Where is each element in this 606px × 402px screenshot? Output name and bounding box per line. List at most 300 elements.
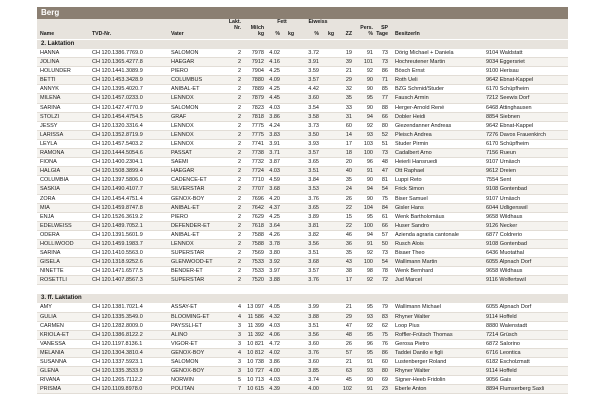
cell-pers: 92 xyxy=(366,277,373,284)
cell-zz: 21 xyxy=(345,359,352,365)
section-rows xyxy=(37,49,568,285)
cell-sp: 51 xyxy=(381,140,388,147)
cell-tvd: CH 120.1490.4107.7 xyxy=(92,186,143,193)
cell-eiweiss-percent: 3.76 xyxy=(308,349,319,356)
table-row xyxy=(37,131,568,140)
cell-name: ROSETTLI xyxy=(40,277,67,284)
table-row xyxy=(37,213,568,222)
cell-zz: 29 xyxy=(345,77,352,84)
cell-pers: 100 xyxy=(363,150,373,157)
table-row xyxy=(37,49,568,58)
cell-besitzer: Biser Samuel xyxy=(395,195,428,202)
table-row xyxy=(37,113,568,122)
cell-sp: 61 xyxy=(381,213,388,220)
cell-fett-percent: 4.03 xyxy=(269,104,280,111)
cell-name: COLUMBIA xyxy=(40,177,69,184)
cell-ort: 8880 Walenstadt xyxy=(486,322,528,329)
cell-fett-percent: 4.59 xyxy=(269,177,280,184)
cell-milch: 13 097 xyxy=(247,304,264,311)
cell-milch: 10 713 xyxy=(247,377,264,384)
cell-ort: 9642 Ebnat-Kappel xyxy=(486,77,534,84)
cell-name: LEYLA xyxy=(40,140,58,147)
cell-sp: 66 xyxy=(381,222,388,229)
cell-zz: 36 xyxy=(345,240,352,247)
cell-lakt: 2 xyxy=(237,168,241,175)
cell-tvd: CH 120.1265.7112.2 xyxy=(92,377,143,384)
cell-sp: 72 xyxy=(381,277,388,284)
cell-sp: 66 xyxy=(381,113,388,120)
cell-pers: 90 xyxy=(366,195,373,202)
table-body xyxy=(37,39,568,394)
cell-fett-percent: 4.25 xyxy=(269,86,280,93)
cell-zz: 46 xyxy=(345,231,352,238)
cell-fett-percent: 4.24 xyxy=(269,122,280,129)
header-milch-unit: kg xyxy=(257,31,264,37)
table-row xyxy=(37,85,568,94)
cell-lakt: 2 xyxy=(237,213,241,220)
cell-eiweiss-percent: 3.74 xyxy=(308,377,319,384)
cell-vater: COLUMBUS xyxy=(171,77,203,84)
cell-besitzer: Signer-Heeb Fridolin xyxy=(395,377,446,384)
cell-fett-percent: 3.68 xyxy=(269,186,280,193)
cell-fett-percent: 3.71 xyxy=(269,150,280,157)
cell-fett-percent: 4.72 xyxy=(269,340,280,347)
table-row xyxy=(37,358,568,367)
cell-pers: 95 xyxy=(366,304,373,311)
cell-sp: 57 xyxy=(381,231,388,238)
cell-pers: 92 xyxy=(366,68,373,75)
cell-lakt: 2 xyxy=(237,204,241,211)
cell-milch: 7978 xyxy=(251,50,264,56)
table-row xyxy=(37,322,568,331)
cell-milch: 11 392 xyxy=(247,331,264,338)
cell-vater: PASSAT xyxy=(171,150,192,157)
cell-lakt: 2 xyxy=(237,159,241,166)
cell-eiweiss-percent: 3.76 xyxy=(308,277,319,284)
cell-tvd: CH 120.1489.7052.1 xyxy=(92,222,143,229)
cell-milch: 11 586 xyxy=(247,313,264,320)
table-row xyxy=(37,94,568,103)
cell-name: HANNA xyxy=(40,50,60,56)
cell-name: ANNYK xyxy=(40,86,59,93)
cell-besitzer: Gisler Hans xyxy=(395,204,424,211)
header-eiweiss-kg: kg xyxy=(327,31,334,37)
cell-besitzer: Wallimann Martin xyxy=(395,259,438,266)
cell-fett-percent: 4.09 xyxy=(269,77,280,84)
cell-eiweiss-percent: 3.53 xyxy=(308,186,319,193)
cell-sp: 73 xyxy=(381,59,388,66)
cell-besitzer: Pleisch Andrea xyxy=(395,131,432,138)
cell-vater: SAEMI xyxy=(171,159,189,166)
cell-name: GISELA xyxy=(40,259,60,266)
cell-name: HOLLIWOOD xyxy=(40,240,74,247)
cell-pers: 93 xyxy=(366,131,373,138)
cell-besitzer: Dörig Michael + Daniela xyxy=(395,50,454,56)
header-lakt-unit: Nr. xyxy=(234,25,241,31)
cell-lakt: 2 xyxy=(237,250,241,257)
cell-name: SASKIA xyxy=(40,186,60,193)
cell-zz: 17 xyxy=(345,277,352,284)
cell-lakt: 4 xyxy=(237,313,241,320)
cell-sp: 84 xyxy=(381,204,388,211)
cell-ort: 9642 Ebnat-Kappel xyxy=(486,122,534,129)
cell-pers: 92 xyxy=(366,122,373,129)
cell-zz: 26 xyxy=(345,340,352,347)
cell-vater: PIERO xyxy=(171,213,189,220)
cell-name: HOLUNDER xyxy=(40,68,71,75)
cell-lakt: 2 xyxy=(237,259,241,266)
table-row xyxy=(37,149,568,158)
cell-milch: 7629 xyxy=(251,213,264,220)
cell-sp: 77 xyxy=(381,95,388,102)
cell-pers: 98 xyxy=(366,268,373,275)
cell-milch: 10 615 xyxy=(247,386,264,393)
cell-lakt: 2 xyxy=(237,268,241,275)
cell-sp: 73 xyxy=(381,150,388,157)
cell-besitzer: Herger-Arnold René xyxy=(395,104,445,111)
table-row xyxy=(37,276,568,285)
cell-pers: 91 xyxy=(366,386,373,393)
cell-besitzer: Azienda agraria cantonale xyxy=(395,231,459,238)
cell-vater: GENOX-BOY xyxy=(171,349,205,356)
cell-zz: 14 xyxy=(345,131,352,138)
cell-sp: 69 xyxy=(381,377,388,384)
cell-tvd: CH 120.1453.3428.9 xyxy=(92,77,143,84)
cell-milch: 11 399 xyxy=(247,322,264,329)
cell-vater: ANIBAL-ET xyxy=(171,231,200,238)
cell-milch: 7738 xyxy=(251,150,264,157)
cell-name: ENJA xyxy=(40,213,55,220)
cell-eiweiss-percent: 3.57 xyxy=(308,150,319,157)
cell-sp: 23 xyxy=(381,386,388,393)
cell-zz: 18 xyxy=(345,150,352,157)
cell-tvd: CH 120.1352.8719.9 xyxy=(92,131,143,138)
cell-besitzer: Eberle Anton xyxy=(395,386,427,393)
cell-sp: 52 xyxy=(381,131,388,138)
cell-vater: GENOX-BOY xyxy=(171,368,205,375)
cell-sp: 80 xyxy=(381,368,388,375)
cell-name: BETTI xyxy=(40,77,56,84)
cell-tvd: CH 120.1320.3316.4 xyxy=(92,122,143,129)
cell-milch: 7707 xyxy=(251,186,264,193)
cell-pers: 94 xyxy=(366,113,373,120)
table-row xyxy=(37,249,568,258)
cell-besitzer: Wallimann Michael xyxy=(395,304,441,311)
cell-milch: 7732 xyxy=(251,159,264,166)
cell-eiweiss-percent: 4.42 xyxy=(308,86,319,93)
cell-besitzer: Taddei Danilo e figli xyxy=(395,349,443,356)
cell-sp: 71 xyxy=(381,77,388,84)
cell-zz: 33 xyxy=(345,104,352,111)
cell-tvd: CH 120.1444.5054.6 xyxy=(92,150,143,157)
cell-zz: 40 xyxy=(345,168,352,175)
cell-ort: 6170 Schüpfheim xyxy=(486,86,529,93)
cell-vater: ALINO xyxy=(171,331,188,338)
cell-tvd: CH 120.1335.3533.9 xyxy=(92,368,143,375)
cell-name: RIVANA xyxy=(40,377,61,384)
cell-lakt: 2 xyxy=(237,150,241,157)
cell-vater: PAYSSLI-ET xyxy=(171,322,202,329)
cell-zz: 48 xyxy=(345,331,352,338)
cell-vater: SUPERSTAR xyxy=(171,277,205,284)
cell-fett-percent: 4.05 xyxy=(269,304,280,311)
cell-eiweiss-percent: 3.54 xyxy=(308,104,319,111)
cell-lakt: 2 xyxy=(237,177,241,184)
cell-tvd: CH 120.1508.3899.4 xyxy=(92,168,143,175)
cell-name: CARMEN xyxy=(40,322,64,329)
cell-ort: 8894 Flumserberg Saxli xyxy=(486,386,545,393)
cell-zz: 22 xyxy=(345,222,352,229)
cell-lakt: 7 xyxy=(237,386,241,393)
cell-tvd: CH 120.1459.1983.7 xyxy=(92,240,143,247)
cell-ort: 7156 Rueun xyxy=(486,150,516,157)
cell-vater: SILVERSTAR xyxy=(171,186,205,193)
cell-name: PRISMA xyxy=(40,386,62,393)
header-eiweiss-percent: % xyxy=(314,31,319,37)
cell-ort: 6468 Attinghausen xyxy=(486,104,532,111)
cell-lakt: 5 xyxy=(237,377,241,384)
cell-tvd: CH 120.1410.5563.0 xyxy=(92,250,143,257)
cell-name: HALGIA xyxy=(40,168,61,175)
cell-name: NINETTE xyxy=(40,268,64,275)
cell-ort: 9104 Waldstatt xyxy=(486,50,523,56)
cell-tvd: CH 120.1386.8122.2 xyxy=(92,331,143,338)
cell-vater: ANIBAL-ET xyxy=(171,86,200,93)
cell-besitzer: Wenk Bartholomäus xyxy=(395,213,445,220)
cell-besitzer: Rhyner Walter xyxy=(395,368,430,375)
cell-zz: 24 xyxy=(345,186,352,193)
cell-vater: HAEGAR xyxy=(171,59,195,66)
header-name: Name xyxy=(40,31,55,37)
cell-besitzer: Bisaer Theo xyxy=(395,250,425,257)
cell-lakt: 4 xyxy=(237,349,241,356)
cell-fett-percent: 3.92 xyxy=(269,259,280,266)
cell-milch: 10 727 xyxy=(247,368,264,375)
cell-pers: 96 xyxy=(366,159,373,166)
cell-vater: SALOMON xyxy=(171,104,199,111)
cell-vater: LENNOX xyxy=(171,240,194,247)
table-row xyxy=(37,195,568,204)
cell-pers: 91 xyxy=(366,359,373,365)
table-row xyxy=(37,349,568,358)
cell-name: KRIOLA-ET xyxy=(40,331,70,338)
cell-name: SARINA xyxy=(40,104,61,111)
table-row xyxy=(37,158,568,167)
cell-tvd: CH 120.1337.5923.1 xyxy=(92,359,143,365)
cell-sp: 76 xyxy=(381,340,388,347)
cell-besitzer: Fausch Armin xyxy=(395,95,429,102)
cell-eiweiss-percent: 3.57 xyxy=(308,77,319,84)
cell-name: MIA xyxy=(40,204,50,211)
cell-besitzer: Cadalbert Arno xyxy=(395,150,432,157)
table-row xyxy=(37,303,568,312)
cell-tvd: CH 120.1397.5806.0 xyxy=(92,177,143,184)
cell-fett-percent: 3.91 xyxy=(269,140,280,147)
cell-besitzer: Dobler Heidi xyxy=(395,113,426,120)
cell-zz: 31 xyxy=(345,113,352,120)
table-row xyxy=(37,67,568,76)
cell-vater: ASSAY-ET xyxy=(171,304,198,311)
cell-ort: 9116 Wolfertswil xyxy=(486,277,526,284)
cell-sp: 73 xyxy=(381,50,388,56)
cell-besitzer: Lustenberger Roland xyxy=(395,359,447,365)
cell-eiweiss-percent: 3.93 xyxy=(308,140,319,147)
cell-lakt: 3 xyxy=(237,340,241,347)
cell-lakt: 3 xyxy=(237,322,241,329)
cell-milch: 7741 xyxy=(251,140,264,147)
cell-ort: 9658 Wildhaus xyxy=(486,213,523,220)
cell-name: FIONA xyxy=(40,159,57,166)
cell-milch: 7823 xyxy=(251,104,264,111)
cell-fett-percent: 4.20 xyxy=(269,195,280,202)
cell-sp: 85 xyxy=(381,86,388,93)
cell-tvd: CH 120.1318.9252.6 xyxy=(92,259,143,266)
cell-sp: 86 xyxy=(381,68,388,75)
cell-vater: BLOOMING-ET xyxy=(171,313,210,320)
cell-tvd: CH 120.1454.4751.4 xyxy=(92,195,143,202)
cell-pers: 96 xyxy=(366,340,373,347)
cell-ort: 6044 Udligenswil xyxy=(486,204,528,211)
cell-name: JOLINA xyxy=(40,59,60,66)
cell-besitzer: Huser Sandro xyxy=(395,222,429,229)
cell-fett-percent: 4.25 xyxy=(269,213,280,220)
cell-pers: 90 xyxy=(366,177,373,184)
cell-eiweiss-percent: 3.60 xyxy=(308,340,319,347)
table-row xyxy=(37,376,568,385)
cell-fett-percent: 3.80 xyxy=(269,250,280,257)
cell-lakt: 3 xyxy=(237,368,241,375)
section-header: 2. Laktation xyxy=(37,39,568,49)
cell-milch: 7588 xyxy=(251,231,264,238)
cell-ort: 7214 Grüsch xyxy=(486,331,518,338)
cell-ort: 8854 Siebnen xyxy=(486,113,520,120)
cell-vater: SALOMON xyxy=(171,50,199,56)
cell-milch: 7642 xyxy=(251,204,264,211)
cell-tvd: CH 120.1381.7021.4 xyxy=(92,304,143,311)
cell-fett-percent: 3.87 xyxy=(269,159,280,166)
cell-lakt: 3 xyxy=(237,359,241,365)
cell-eiweiss-percent: 3.60 xyxy=(308,95,319,102)
header-fett-percent: % xyxy=(275,31,280,37)
cell-eiweiss-percent: 3.88 xyxy=(308,313,319,320)
cell-zz: 45 xyxy=(345,377,352,384)
cell-ort: 9107 Urnäsch xyxy=(486,159,521,166)
cell-name: GULIA xyxy=(40,313,57,320)
cell-name: MELANIA xyxy=(40,349,65,356)
cell-milch: 7775 xyxy=(251,122,264,129)
cell-milch: 7775 xyxy=(251,131,264,138)
cell-name: SARINA xyxy=(40,250,61,257)
header-milch: Milch xyxy=(250,25,264,31)
cell-pers: 93 xyxy=(366,368,373,375)
cell-eiweiss-percent: 3.51 xyxy=(308,322,319,329)
cell-sp: 81 xyxy=(381,177,388,184)
header-sp-unit: Tage xyxy=(376,31,388,37)
header-zz: ZZ xyxy=(345,31,352,37)
cell-pers: 95 xyxy=(366,213,373,220)
cell-vater: GRAF xyxy=(171,113,187,120)
cell-fett-percent: 4.03 xyxy=(269,377,280,384)
cell-ort: 9126 Necker xyxy=(486,222,518,229)
cell-name: SUSANNA xyxy=(40,359,67,365)
cell-fett-percent: 4.03 xyxy=(269,322,280,329)
cell-besitzer: Giezendanner Andreas xyxy=(395,122,452,129)
cell-fett-percent: 4.02 xyxy=(269,349,280,356)
cell-pers: 94 xyxy=(366,186,373,193)
cell-ort: 7554 Sent xyxy=(486,177,512,184)
cell-zz: 60 xyxy=(345,122,352,129)
header-eiweiss: Eiweiss xyxy=(308,19,328,25)
cell-besitzer: Ott Raphael xyxy=(395,168,425,175)
cell-milch: 10 812 xyxy=(247,349,264,356)
cell-zz: 21 xyxy=(345,304,352,311)
cell-milch: 10 821 xyxy=(247,340,264,347)
cell-eiweiss-percent: 3.91 xyxy=(308,59,319,66)
header-fett-kg: kg xyxy=(287,31,294,37)
table-row xyxy=(37,204,568,213)
cell-eiweiss-percent: 3.50 xyxy=(308,131,319,138)
cell-ort: 9114 Hoffeld xyxy=(486,368,517,375)
cell-ort: 6170 Schüpfheim xyxy=(486,140,529,147)
cell-lakt: 2 xyxy=(237,77,241,84)
cell-name: GLENA xyxy=(40,368,59,375)
cell-milch: 7710 xyxy=(251,177,264,184)
cell-vater: BENDER-ET xyxy=(171,268,203,275)
cell-name: STOLZI xyxy=(40,113,60,120)
cell-ort: 9100 Herisau xyxy=(486,68,519,75)
cell-tvd: CH 120.1197.8136.1 xyxy=(92,340,143,347)
cell-lakt: 2 xyxy=(237,231,241,238)
cell-pers: 94 xyxy=(366,231,373,238)
cell-lakt: 2 xyxy=(237,131,241,138)
cell-besitzer: BZG Schmid/Studer xyxy=(395,86,444,93)
cell-tvd: CH 120.1459.8747.8 xyxy=(92,204,143,211)
table-row xyxy=(37,167,568,176)
cell-zz: 26 xyxy=(345,195,352,202)
cell-zz: 22 xyxy=(345,204,352,211)
cell-eiweiss-percent: 3.60 xyxy=(308,359,319,365)
cell-besitzer: Wenk Bernhard xyxy=(395,268,434,275)
cell-lakt: 2 xyxy=(237,140,241,147)
cell-fett-percent: 4.25 xyxy=(269,68,280,75)
cell-name: MILENA xyxy=(40,95,61,102)
cell-tvd: CH 120.1282.8009.0 xyxy=(92,322,143,329)
cell-fett-percent: 3.83 xyxy=(269,131,280,138)
cell-lakt: 2 xyxy=(237,50,241,56)
cell-zz: 38 xyxy=(345,268,352,275)
cell-zz: 35 xyxy=(345,95,352,102)
cell-vater: DEFENDER-ET xyxy=(171,222,211,229)
cell-milch: 7818 xyxy=(251,113,264,120)
cell-pers: 103 xyxy=(363,140,373,147)
cell-ort: 9612 Dreien xyxy=(486,168,516,175)
table-row xyxy=(37,176,568,185)
cell-eiweiss-percent: 3.56 xyxy=(308,331,319,338)
cell-milch: 7588 xyxy=(251,240,264,247)
cell-lakt: 3 xyxy=(237,331,241,338)
cell-ort: 9114 Hoffeld xyxy=(486,313,517,320)
cell-tvd: CH 120.1457.0233.0 xyxy=(92,95,143,102)
cell-fett-percent: 3.86 xyxy=(269,113,280,120)
cell-vater: LENNOX xyxy=(171,140,194,147)
cell-milch: 7520 xyxy=(251,277,264,284)
cell-fett-percent: 3.78 xyxy=(269,240,280,247)
cell-fett-percent: 4.26 xyxy=(269,231,280,238)
cell-besitzer: Gerosa Pietro xyxy=(395,340,429,347)
table-row xyxy=(37,367,568,376)
cell-eiweiss-percent: 3.65 xyxy=(308,159,319,166)
cell-name: VANESSA xyxy=(40,340,66,347)
